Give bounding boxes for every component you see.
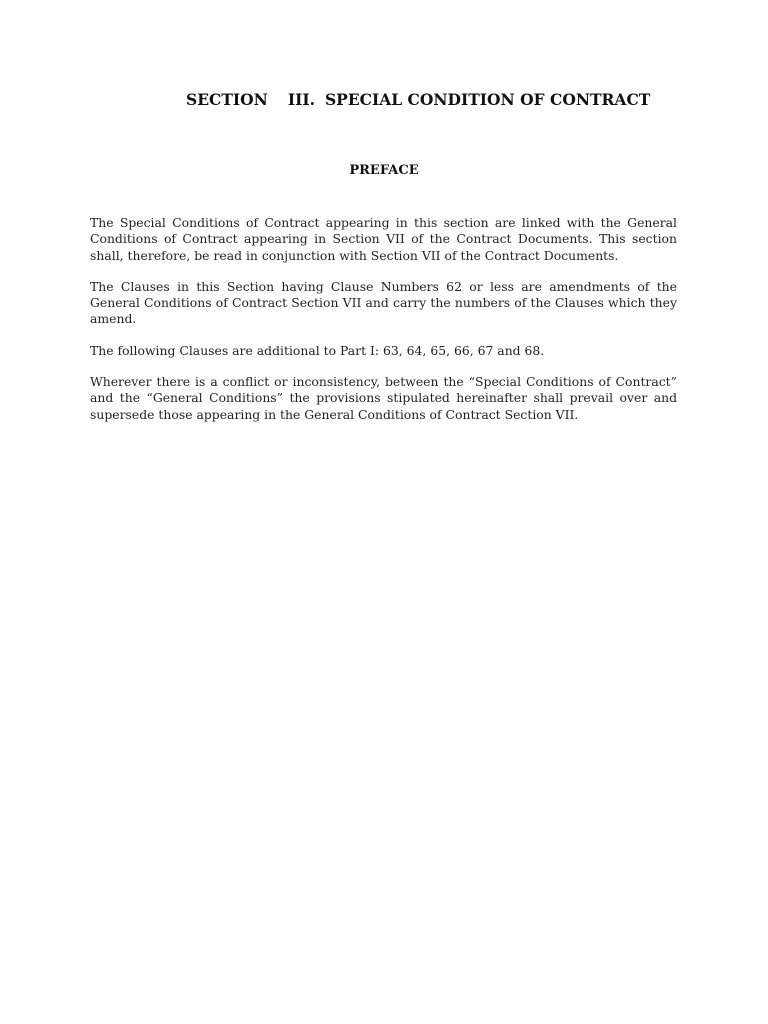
preface-heading: PREFACE [349, 163, 419, 178]
section-number: III. [287, 90, 315, 109]
section-label: SECTION [186, 90, 268, 109]
paragraph-conflict: Wherever there is a conflict or inconsistency, between the “Special Conditions of Contract” and the “General Conditions” the provisions stipulated hereinafter shall prevail over and supersede those appearing in the General Conditions of Contract Section VII. [90, 374, 677, 422]
paragraph-additional-clauses: The following Clauses are additional to Part I: 63, 64, 65, 66, 67 and 68. [90, 342, 545, 358]
paragraph-linkage: The Special Conditions of Contract appearing in this section are linked with the General Conditions of Contract appearing in Section VII of the Contract Documents. This section shall, therefore, be read in conjunction with Section VII of the Contract Documents. [90, 215, 677, 263]
preface-body [90, 215, 677, 438]
section-title [186, 90, 650, 109]
section-heading: SPECIAL CONDITION OF CONTRACT [324, 90, 651, 109]
paragraph-clause-numbers: The Clauses in this Section having Clause Numbers 62 or less are amendments of the General Conditions of Contract Section VII and carry the numbers of the Clauses which they amend. [90, 278, 677, 327]
